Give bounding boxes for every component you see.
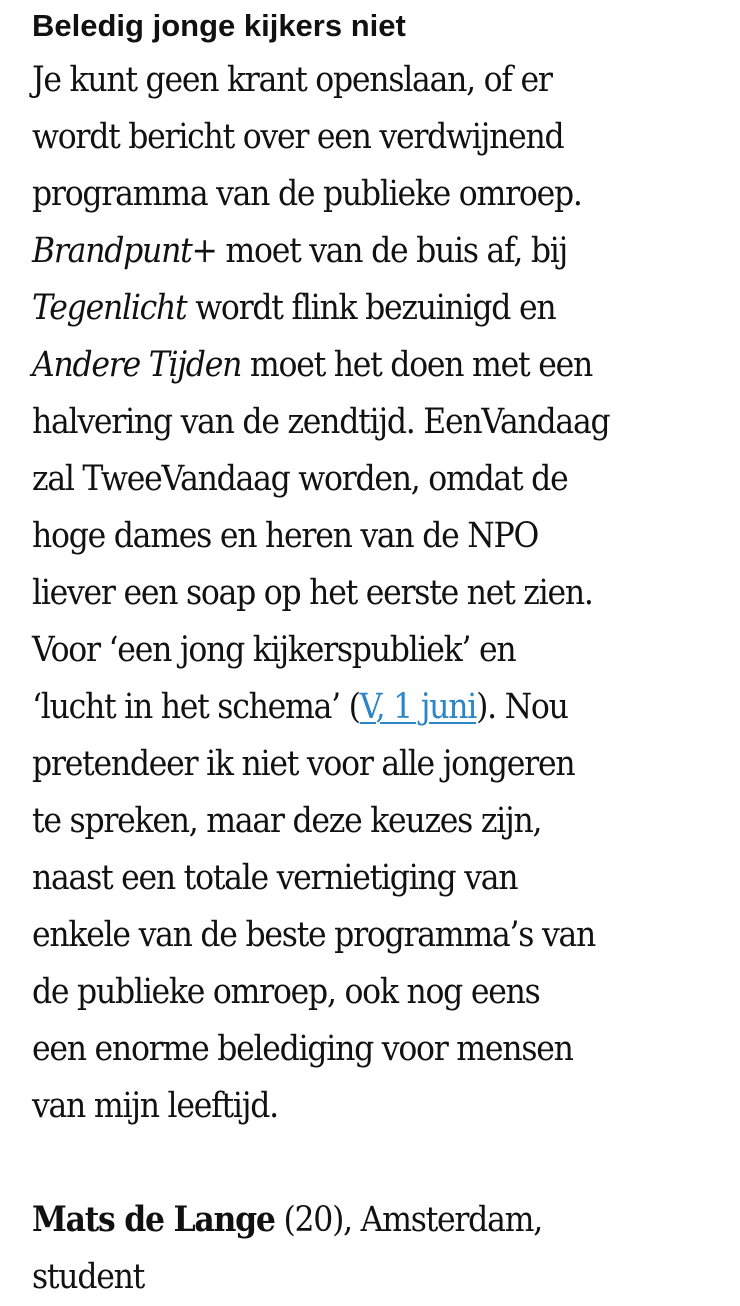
program-title-brandpunt: Brandpunt+ [32, 231, 217, 271]
body-line: Voor ‘een jong kijkerspubliek’ en [32, 630, 516, 670]
body-text-fragment: moet van de buis af, bij [216, 231, 568, 271]
body-line: liever een soap op het eerste net zien. [32, 573, 593, 613]
body-line: pretendeer ik niet voor alle jongeren [32, 744, 575, 784]
body-line [32, 679, 732, 736]
body-line: te spreken, maar deze keuzes zijn, [32, 801, 542, 841]
body-line: de publieke omroep, ook nog eens [32, 972, 540, 1012]
body-text-fragment: ). Nou [476, 687, 568, 727]
program-title-andere-tijden: Andere Tijden [32, 345, 242, 385]
letter-to-editor [32, 0, 732, 1306]
author-name: Mats de Lange [32, 1199, 275, 1240]
body-line: wordt bericht over een verdwijnend [32, 117, 564, 157]
body-line: een enorme belediging voor mensen [32, 1029, 573, 1069]
body-line: naast een totale vernietiging van [32, 858, 518, 898]
body-line: enkele van de beste programma’s van [32, 915, 596, 955]
body-line: halvering van de zendtijd. EenVandaag [32, 402, 610, 442]
body-line: hoge dames en heren van de NPO [32, 516, 539, 556]
body-line [32, 337, 732, 394]
author-details: (20), Amsterdam, [274, 1200, 542, 1240]
body-line: Je kunt geen krant openslaan, of er [32, 60, 552, 100]
body-text-fragment: moet het doen met een [241, 345, 592, 385]
body-line [32, 223, 732, 280]
letter-body [32, 52, 732, 1306]
body-text-fragment: ‘lucht in het schema’ ( [32, 687, 360, 727]
letter-signature [32, 1191, 732, 1306]
body-line: van mijn leeftijd. [32, 1086, 278, 1126]
letter-headline: Beledig jonge kijkers niet [32, 8, 406, 43]
author-occupation: student [32, 1257, 145, 1297]
body-line: programma van de publieke omroep. [32, 174, 582, 214]
body-text-fragment: wordt flink bezuinigd en [186, 288, 556, 328]
body-line: zal TweeVandaag worden, omdat de [32, 459, 568, 499]
article-reference-link[interactable]: V, 1 juni [359, 687, 477, 727]
program-title-tegenlicht: Tegenlicht [32, 288, 187, 328]
body-line [32, 280, 732, 337]
